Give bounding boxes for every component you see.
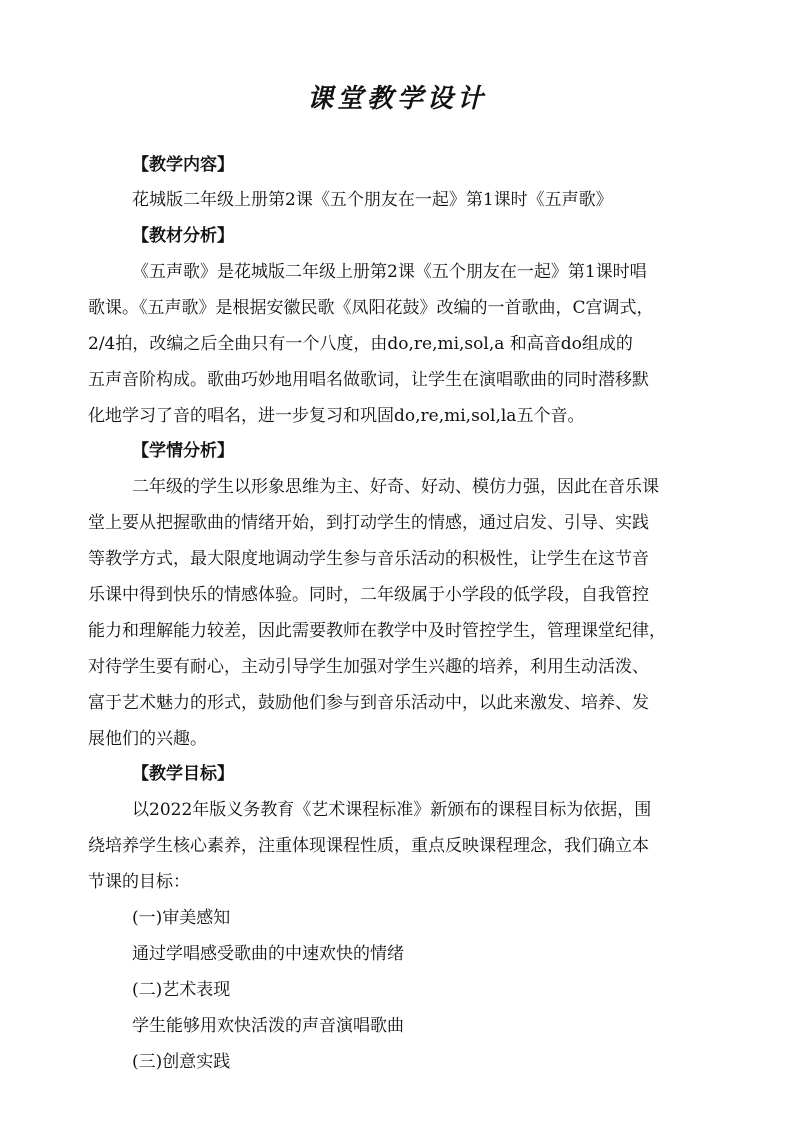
paragraph-line: 等教学方式，最大限度地调动学生参与音乐活动的积极性，让学生在这节音 — [88, 549, 649, 569]
page-title: 课堂教学设计 — [306, 84, 487, 114]
goal-item-title: (三)创意实践 — [132, 1052, 231, 1072]
goal-item-title: (一)审美感知 — [132, 908, 231, 928]
goal-item-title: (二)艺术表现 — [132, 980, 231, 1000]
paragraph-line: 歌课。《五声歌》是根据安徽民歌《凤阳花鼓》改编的一首歌曲，C宫调式， — [88, 298, 654, 318]
goal-item-text: 学生能够用欢快活泼的声音演唱歌曲 — [132, 1016, 404, 1036]
paragraph-line: 以2022年版义务教育《艺术课程标准》新颁布的课程目标为依据，围 — [132, 800, 652, 820]
paragraph-line: 堂上要从把握歌曲的情绪开始，到打动学生的情感，通过启发、引导、实践 — [88, 513, 649, 533]
paragraph-line: 2/4拍，改编之后全曲只有一个八度，由do,re,mi,sol,a 和高音do组成的 — [88, 334, 633, 354]
paragraph-line: 《五声歌》是花城版二年级上册第2课《五个朋友在一起》第1课时唱 — [132, 262, 647, 282]
section-heading-content: 【教学内容】 — [132, 155, 234, 175]
paragraph-line: 乐课中得到快乐的情感体验。同时，二年级属于小学段的低学段，自我管控 — [88, 585, 649, 605]
section-heading-students: 【学情分析】 — [132, 441, 234, 461]
goal-item-text: 通过学唱感受歌曲的中速欢快的情绪 — [132, 944, 404, 964]
paragraph-line: 对待学生要有耐心，主动引导学生加强对学生兴趣的培养，利用生动活泼、 — [88, 657, 649, 677]
paragraph-line: 能力和理解能力较差，因此需要教师在教学中及时管控学生，管理课堂纪律， — [88, 621, 666, 641]
paragraph-line: 绕培养学生核心素养，注重体现课程性质，重点反映课程理念，我们确立本 — [88, 836, 649, 856]
paragraph-line: 富于艺术魅力的形式，鼓励他们参与到音乐活动中，以此来激发、培养、发 — [88, 693, 649, 713]
paragraph-line: 展他们的兴趣。 — [88, 729, 207, 749]
paragraph-line: 节课的目标： — [88, 872, 190, 892]
section-heading-material: 【教材分析】 — [132, 226, 234, 246]
paragraph-line: 化地学习了音的唱名，进一步复习和巩固do,re,mi,sol,la五个音。 — [88, 406, 585, 426]
paragraph-line: 二年级的学生以形象思维为主、好奇、好动、模仿力强，因此在音乐课 — [132, 477, 659, 497]
paragraph-line: 花城版二年级上册第2课《五个朋友在一起》第1课时《五声歌》 — [132, 190, 613, 210]
paragraph-line: 五声音阶构成。歌曲巧妙地用唱名做歌词，让学生在演唱歌曲的同时潜移默 — [88, 370, 649, 390]
section-heading-goals: 【教学目标】 — [132, 764, 234, 784]
